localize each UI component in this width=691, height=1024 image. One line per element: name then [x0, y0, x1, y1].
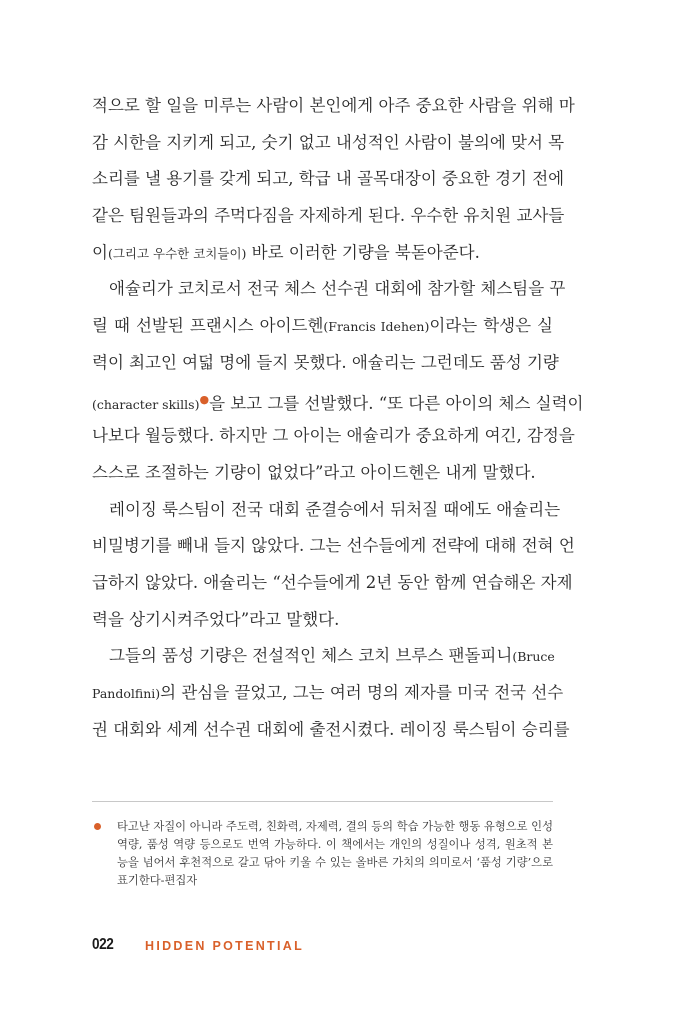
- text-segment: 비밀병기를 빼내 들지 않았다. 그는 선수들에게 전략에 대해 전혀 언: [92, 536, 575, 556]
- text-line: [92, 418, 575, 455]
- parenthetical-text: (Bruce: [512, 649, 555, 665]
- text-line: [92, 602, 553, 639]
- text-segment: 력을 상기시켜주었다”라고 말했다.: [92, 609, 340, 629]
- text-line: [92, 455, 553, 492]
- footnote-line: 표기한다-편집자: [117, 874, 198, 887]
- text-segment: 같은 팀원들과의 주먹다짐을 자제하게 된다. 우수한 유치원 교사들: [92, 206, 565, 226]
- text-segment: 이: [92, 242, 108, 262]
- text-segment: 레이징 룩스팀이 전국 대회 준결승에서 뒤처질 때에도 애슐리는: [109, 499, 561, 519]
- text-line: [92, 161, 565, 198]
- footnote-marker-icon: ●: [199, 392, 210, 406]
- text-line: [92, 308, 553, 345]
- footnote-bullet-icon: [94, 823, 101, 830]
- footnote-line: 역량, 품성 역량 등으로도 번역 가능하다. 이 책에서는 개인의 성질이나 성격, 원초적 본: [117, 838, 553, 851]
- text-segment: 이라는 학생은 실: [429, 316, 553, 336]
- text-segment: 감 시한을 지키게 되고, 숫기 없고 내성적인 사람이 불의에 맞서 목: [92, 132, 565, 152]
- text-line: [92, 565, 573, 602]
- text-line: [92, 528, 575, 565]
- parenthetical-text: (character skills): [92, 396, 200, 412]
- text-line: [92, 198, 565, 235]
- text-segment: 그들의 품성 기량은 전설적인 체스 코치 브루스 팬돌피니: [109, 646, 513, 666]
- text-line: [92, 271, 566, 308]
- text-segment: 을 보고 그를 선발했다. “또 다른 아이의 체스 실력이: [209, 393, 584, 413]
- parenthetical-text: Pandolfini): [92, 686, 161, 701]
- text-segment: 릴 때 선발된 프랜시스 아이드헨: [92, 316, 324, 336]
- footnote-divider: [92, 801, 553, 802]
- text-segment: 권 대회와 세계 선수권 대회에 출전시켰다. 레이징 룩스팀이 승리를: [92, 719, 570, 739]
- text-segment: 력이 최고인 여덟 명에 들지 못했다. 애슐리는 그런데도 품성 기량: [92, 352, 559, 372]
- text-segment: 의 관심을 끌었고, 그는 여러 명의 제자를 미국 전국 선수: [160, 683, 564, 702]
- text-line: [92, 712, 570, 749]
- text-line: [92, 638, 553, 675]
- text-segment: 적으로 할 일을 미루는 사람이 본인에게 아주 중요한 사람을 위해 마: [92, 96, 575, 115]
- text-segment: 스스로 조절하는 기량이 없었다”라고 아이드헨은 내게 말했다.: [92, 462, 536, 482]
- footnote-line: 능을 넘어서 후천적으로 갈고 닦아 키울 수 있는 올바른 가치의 의미로서 ‘품성 기량’으로: [117, 856, 553, 869]
- text-segment: 급하지 않았다. 애슐리는 “선수들에게 2년 동안 함께 연습해온 자제: [92, 572, 573, 592]
- text-line: [92, 382, 584, 419]
- parenthetical-text: (Francis Idehen): [323, 319, 430, 335]
- body-text: [92, 88, 584, 748]
- text-line: [92, 235, 553, 272]
- text-segment: 나보다 월등했다. 하지만 그 아이는 애슐리가 중요하게 여긴, 감정을: [92, 426, 575, 446]
- text-segment: 바로 이러한 기량을 북돋아준다.: [246, 242, 480, 262]
- footnote-text: [117, 818, 553, 890]
- footnote-line: 타고난 자질이 아니라 주도력, 친화력, 자제력, 결의 등의 학습 가능한 행동 유형으로 인성: [117, 820, 553, 833]
- text-line: [92, 88, 575, 125]
- text-line: [92, 125, 565, 162]
- text-segment: 애슐리가 코치로서 전국 체스 선수권 대회에 참가할 체스팀을 꾸: [109, 279, 566, 299]
- text-line: [92, 675, 564, 712]
- text-segment: 소리를 낼 용기를 갖게 되고, 학급 내 골목대장이 중요한 경기 전에: [92, 169, 565, 189]
- text-line: [92, 345, 559, 382]
- parenthetical-text: (그리고 우수한 코치들이): [107, 245, 247, 261]
- running-title: HIDDEN POTENTIAL: [145, 939, 305, 953]
- page-number: 022: [92, 936, 114, 953]
- text-line: [92, 492, 561, 529]
- footnote: [92, 818, 553, 890]
